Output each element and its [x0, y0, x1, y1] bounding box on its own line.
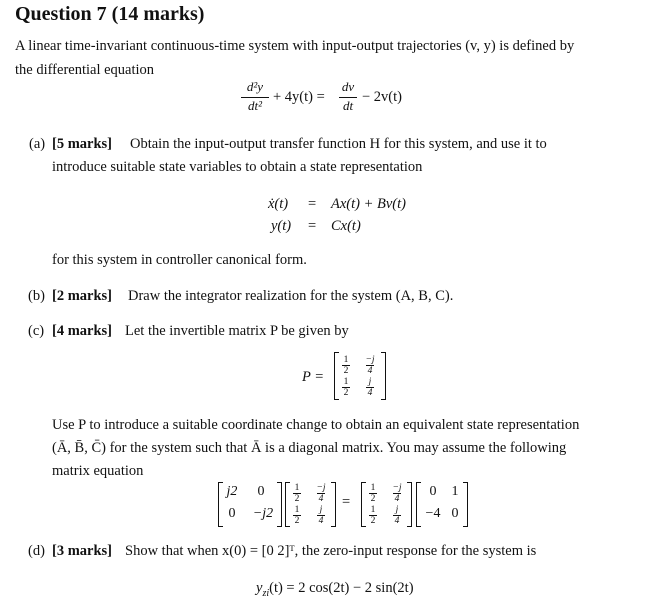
a-cell-21: −4	[425, 506, 441, 521]
part-d-marks: [3 marks]	[52, 543, 113, 559]
part-c-line-3: matrix equation	[52, 463, 144, 479]
p2-cell-21: 1 2	[370, 505, 376, 526]
p-cell-11: 1 2	[343, 355, 349, 376]
p-cell-21: 1 2	[343, 377, 349, 398]
result-subscript: zi	[262, 587, 270, 599]
diag-right-bracket	[277, 482, 282, 527]
state-eq-2-equals: =	[308, 218, 317, 234]
diag-cell-21: 0	[228, 506, 236, 521]
p2-cell-12: −j 4	[392, 483, 402, 504]
a-right-bracket	[463, 482, 468, 527]
a-cell-12: 1	[451, 484, 459, 499]
state-eq-1-equals: =	[308, 196, 317, 212]
state-eq-2-lhs: y(t)	[271, 218, 292, 234]
intro-line-1: A linear time-invariant continuous-time system with input-output trajectories (v, y) is defined by	[15, 38, 575, 54]
result-rhs: (t) = 2 cos(2t) − 2 sin(2t)	[269, 580, 414, 596]
state-eq-2-rhs: Cx(t)	[331, 218, 361, 234]
part-d-text: Show that when x(0) = [0 2]ᵀ, the zero-input response for the system is	[125, 543, 537, 559]
part-d-label: (d)	[28, 543, 45, 559]
state-eq-1-rhs: Ax(t) + Bv(t)	[331, 196, 406, 212]
p-label: P =	[302, 369, 325, 385]
result-y: y	[256, 580, 263, 596]
ode-tail: − 2v(t)	[362, 89, 402, 105]
ode-lhs-denominator: dt²	[247, 98, 262, 113]
diag-cell-12: 0	[257, 484, 265, 499]
part-c-marks: [4 marks]	[52, 323, 113, 339]
part-a-line-2: introduce suitable state variables to obtain a state representation	[52, 159, 423, 175]
p1-cell-21: 1 2	[294, 505, 300, 526]
ode-lhs-numerator: d²y	[246, 79, 264, 94]
part-c-line-2: (Ā, B̄, C̄) for the system such that Ā is a diagonal matrix. You may assume the following	[52, 440, 567, 456]
p2-right-bracket	[407, 482, 412, 527]
matrix-eq-equals: =	[342, 494, 351, 510]
p-cell-22: j 4	[367, 377, 373, 398]
question-title: Question 7 (14 marks)	[15, 3, 205, 25]
part-a-marks: [5 marks]	[52, 136, 113, 152]
a-cell-22: 0	[451, 506, 459, 521]
part-d-result	[256, 580, 414, 599]
a-cell-11: 0	[429, 484, 437, 499]
p2-cell-22: j 4	[394, 505, 400, 526]
part-c-text: Let the invertible matrix P be given by	[125, 323, 349, 339]
p1-cell-11: 1 2	[294, 483, 300, 504]
p1-cell-12: −j 4	[316, 483, 326, 504]
p-cell-12: −j 4	[365, 355, 375, 376]
diag-cell-22: −j2	[252, 506, 274, 521]
p1-cell-22: j 4	[318, 505, 324, 526]
intro-line-2: the differential equation	[15, 62, 155, 78]
part-c-line-1: Use P to introduce a suitable coordinate change to obtain an equivalent state representation	[52, 417, 580, 433]
part-b-marks: [2 marks]	[52, 288, 113, 304]
diag-cell-11: j2	[226, 484, 238, 499]
state-eq-1-lhs: ẋ(t)	[268, 196, 289, 212]
part-a-label: (a)	[29, 136, 46, 152]
p-right-bracket	[381, 352, 386, 400]
ode-rhs-numerator: dv	[341, 79, 355, 94]
part-c-label: (c)	[28, 323, 45, 339]
part-b-label: (b)	[28, 288, 45, 304]
part-a-line-1: Obtain the input-output transfer function H for this system, and use it to	[130, 136, 547, 152]
ode-rhs-denominator: dt	[342, 98, 354, 113]
part-b-text: Draw the integrator realization for the system (A, B, C).	[128, 288, 454, 304]
part-a-after: for this system in controller canonical form.	[52, 252, 307, 268]
p1-right-bracket	[331, 482, 336, 527]
p2-cell-11: 1 2	[370, 483, 376, 504]
ode-middle: + 4y(t) =	[273, 89, 325, 105]
